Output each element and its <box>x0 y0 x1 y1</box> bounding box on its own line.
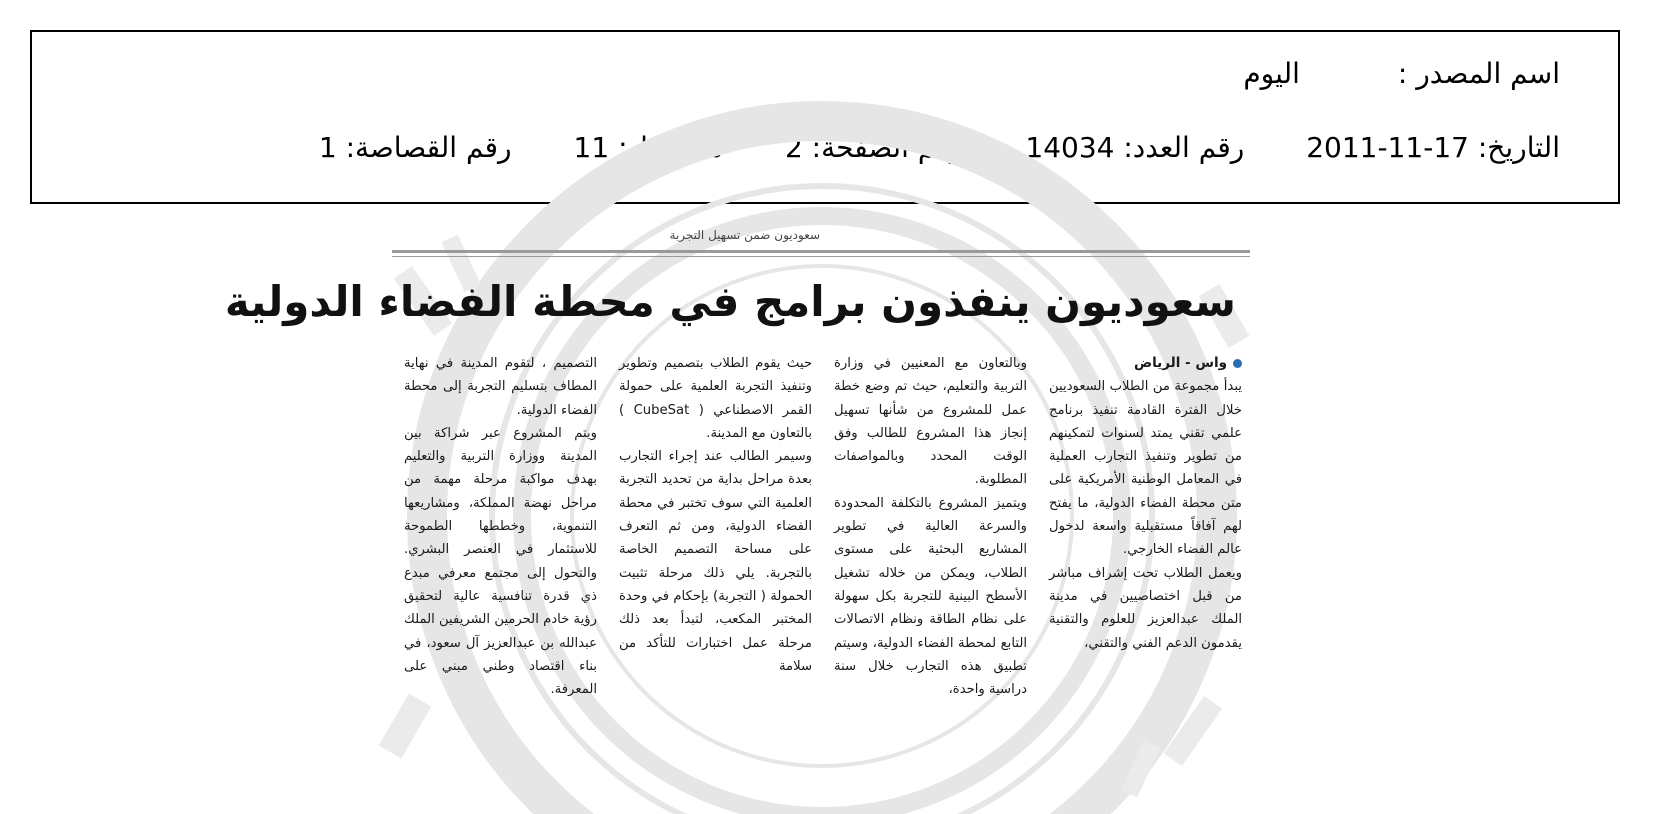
page-value: 2 <box>784 131 803 164</box>
clip-number-value: 1 <box>318 131 337 164</box>
clip-number-label: رقم القصاصة: <box>345 131 512 164</box>
top-rule <box>392 250 1250 253</box>
article-column-2 <box>834 352 1027 792</box>
article-headline: سعوديون ينفذون برامج في محطة الفضاء الدولية <box>224 277 1236 326</box>
paragraph: ويتم المشروع عبر شراكة بين المدينة ووزارة التربية والتعليم بهدف مواكبة مرحلة مهمة من مراحل نهضة المملكة، ومشاريعها التنموية، وخططها الطموحة للاستثمار في العنصر البشري. والتحول إلى مجتمع معرفي مبدع ذي قدرة تنافسية عالية لتحقيق رؤية خادم الحرمين الشريفين الملك عبدالله بن عبدالعزيز آل سعود، في بناء اقتصاد وطني مبني على المعرفة. <box>404 425 597 698</box>
paragraph: وبالتعاون مع المعنيين في وزارة التربية والتعليم، حيث تم وضع خطة عمل للمشروع من شأنها تسهيل إنجاز هذا المشروع للطالب وفق الوقت المحدد وبالمواصفات المطلوبة. <box>834 356 1027 488</box>
article-columns <box>406 352 1242 792</box>
issue-label: رقم العدد: <box>1123 131 1245 164</box>
source-row <box>1243 54 1560 94</box>
top-rule-thin <box>392 256 1250 257</box>
article-column-3 <box>619 352 812 792</box>
page-label: رقم الصفحة: <box>811 131 964 164</box>
paragraph: التصميم ، لتقوم المدينة في نهاية المطاف بتسليم التجربة إلى محطة الفضاء الدولية. <box>404 356 597 418</box>
source-value: اليوم <box>1243 57 1300 90</box>
date-label: التاريخ: <box>1477 131 1560 164</box>
bullet-icon <box>1233 359 1242 368</box>
kicker-line: سعوديون ضمن تسهيل التجربة <box>669 228 820 242</box>
paragraph: ويتميز المشروع بالتكلفة المحدودة والسرعة العالية في تطوير المشاريع البحثية على مستوى الطلاب، ويمكن من خلاله تشغيل الأسطح البينية للتجربة بكل سهولة على نظام الطاقة ونظام الاتصالات التابع لمحطة الفضاء الدولية، وسيتم تطبيق هذه التجارب خلال سنة دراسية واحدة، <box>834 495 1027 698</box>
paragraph: حيث يقوم الطلاب بتصميم وتطوير وتنفيذ التجربة العلمية على حمولة القمر الاصطناعي ( CubeSat ) بالتعاون مع المدينة. <box>619 356 812 441</box>
paragraph: يبدأ مجموعة من الطلاب السعوديين خلال الفترة القادمة تنفيذ برنامج علمي تقني يمتد لسنوات لتمكينهم من تطوير وتنفيذ التجارب العملية في المعامل الوطنية الأمريكية على متن محطة الفضاء الدولية، ما يفتح لهم آفاقاً مستقبلية واسعة لدخول عالم الفضاء الخارجي. <box>1049 379 1242 558</box>
paragraph: ويعمل الطلاب تحت إشراف مباشر من قبل اختصاصيين في مدينة الملك عبدالعزيز للعلوم والتقنية يقدمون الدعم الفني والتقني، <box>1049 565 1242 651</box>
paragraph: وسيمر الطالب عند إجراء التجارب بعدة مراحل بداية من تحديد التجربة العلمية التي سوف تختبر في محطة الفضاء الدولية، ومن ثم التعرف على مساحة التصميم الخاصة بالتجربة. يلي ذلك مرحلة تثبيت الحمولة ( التجربة) بإحكام في وحدة المختبر المكعب، لتبدأ بعد ذلك مرحلة عمل اختبارات للتأكد من سلامة <box>619 449 812 674</box>
newspaper-clipping <box>224 226 1250 796</box>
date-value: 2011-11-17 <box>1306 131 1469 164</box>
byline-text: واس - الرياض <box>1133 355 1227 371</box>
issue-value: 14034 <box>1025 131 1115 164</box>
serial-value: 11 <box>573 131 610 164</box>
serial-label: مسلسل: <box>618 131 723 164</box>
byline <box>1049 352 1242 375</box>
source-label: اسم المصدر : <box>1397 57 1560 90</box>
article-column-1 <box>1049 352 1242 792</box>
article-column-4 <box>404 352 597 792</box>
